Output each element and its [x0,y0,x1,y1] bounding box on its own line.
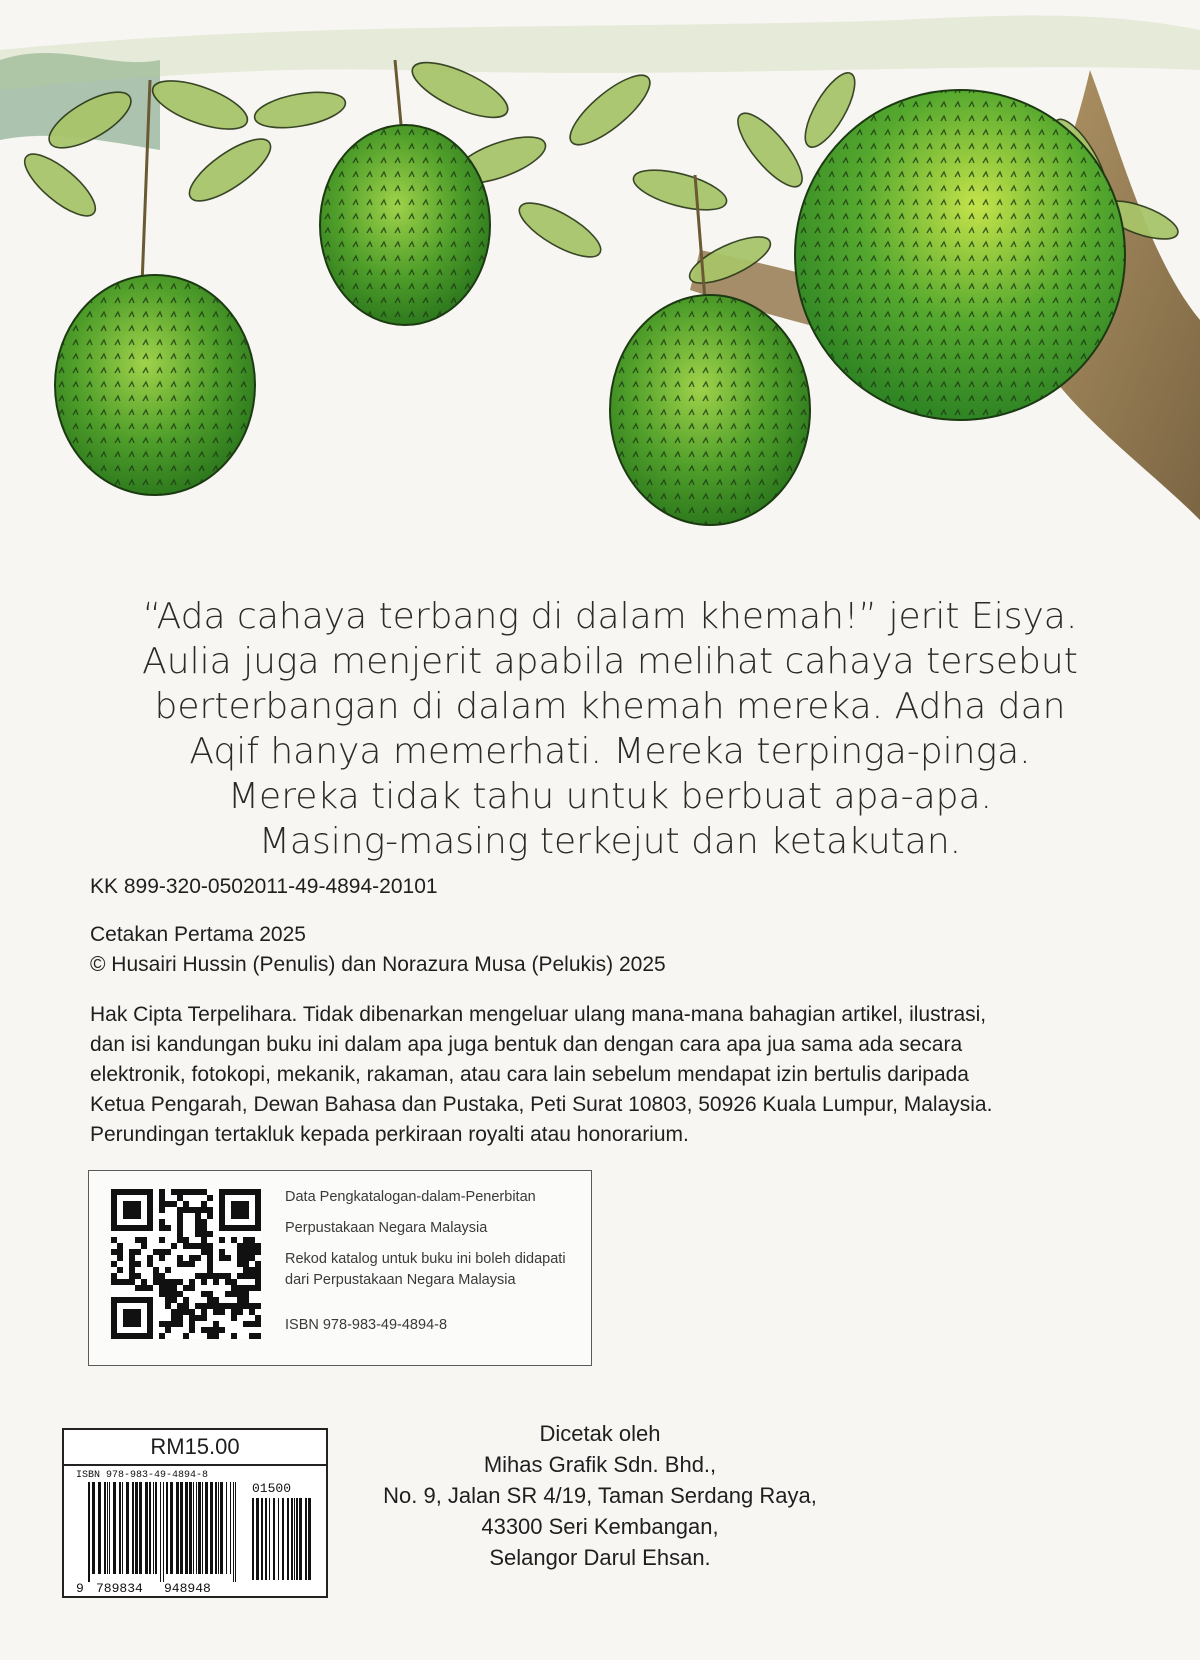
isbn-barcode [76,1468,316,1596]
cip-note-line: dari Perpustakaan Negara Malaysia [285,1272,516,1288]
printer-line: Mihas Grafik Sdn. Bhd., [483,1452,717,1477]
barcode-digits-left: 789834 [96,1581,143,1596]
copyright-line: © Husairi Hussin (Penulis) dan Norazura Musa (Pelukis) 2025 [90,953,666,976]
barcode-bars [88,1482,236,1582]
qr-code [111,1189,261,1339]
synopsis-blurb [110,594,1110,864]
printer-line: No. 9, Jalan SR 4/19, Taman Serdang Raya, [383,1483,817,1508]
barcode-digit-first: 9 [76,1581,84,1596]
blurb-line: Aulia juga menjerit apabila melihat cahaya tersebut [142,641,1078,682]
cip-library: Perpustakaan Negara Malaysia [285,1220,488,1236]
edition-line: Cetakan Pertama 2025 [90,923,306,946]
rights-line: Perundingan tertakluk kepada perkiraan royalti atau honorarium. [90,1123,689,1146]
rights-line: Hak Cipta Terpelihara. Tidak dibenarkan mengeluar ulang mana-mana bahagian artikel, ilustrasi, [90,1003,987,1026]
blurb-line: “Ada cahaya terbang di dalam khemah!” jerit Eisya. [142,596,1078,637]
price-barcode-box [62,1428,328,1598]
blurb-line: Aqif hanya memerhati. Mereka terpinga-pinga. [189,731,1031,772]
barcode-isbn-text: ISBN 978-983-49-4894-8 [76,1470,209,1481]
cip-text [285,1187,585,1336]
rights-line: dan isi kandungan buku ini dalam apa juga bentuk dan dengan cara apa jua sama ada secara [90,1033,963,1056]
cip-isbn: ISBN 978-983-49-4894-8 [285,1317,448,1333]
printer-line: Dicetak oleh [539,1421,661,1446]
printer-info [380,1418,820,1573]
barcode-digits-right: 948948 [164,1581,211,1596]
durian-branch-illustration [0,0,1200,560]
cip-note-line: Rekod katalog untuk buku ini boleh didapati [285,1251,566,1267]
rights-line: elektronik, fotokopi, mekanik, rakaman, atau cara lain sebelum mendapat izin bertulis daripada [90,1063,969,1086]
edition-info [90,920,666,980]
printer-line: Selangor Darul Ehsan. [489,1545,711,1570]
rights-statement [90,1000,1100,1150]
rights-line: Ketua Pengarah, Dewan Bahasa dan Pustaka, Peti Surat 10803, 50926 Kuala Lumpur, Malaysia. [90,1093,993,1116]
price-label: RM15.00 [64,1430,326,1466]
barcode-addon-bars [252,1498,311,1580]
blurb-line: Mereka tidak tahu untuk berbuat apa-apa. [228,776,992,817]
blurb-line: berterbangan di dalam khemah mereka. Adha dan [154,686,1066,727]
barcode-addon-number: 01500 [252,1481,292,1496]
cataloguing-box [88,1170,592,1366]
cip-heading: Data Pengkatalogan-dalam-Penerbitan [285,1189,536,1205]
printer-line: 43300 Seri Kembangan, [481,1514,719,1539]
kk-code: KK 899-320-0502011-49-4894-20101 [90,875,438,898]
blurb-line: Masing-masing terkejut dan ketakutan. [258,821,962,862]
